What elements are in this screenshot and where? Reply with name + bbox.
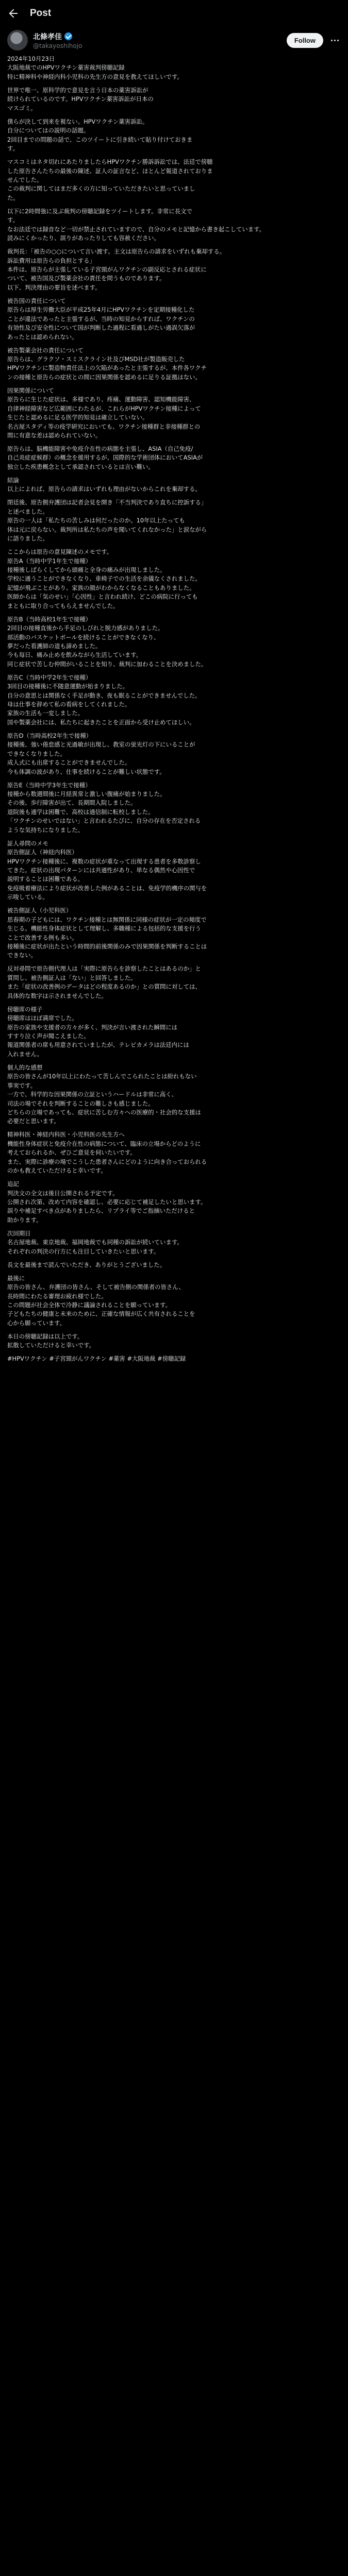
post-text-line: 機能性身体症状と免疫介在性の病態について、臨床の立場からどのように (7, 1140, 201, 1147)
post-text-line: 原告の皆さん、弁護団の皆さん、そして被告側の関係者の皆さん、 (7, 1283, 185, 1291)
paragraph-gap (7, 243, 341, 247)
post-text-line: 本件は、原告らが主張している子宮頸がんワクチンの副反応とされる症状に (7, 265, 207, 273)
paragraph-gap (7, 113, 341, 117)
paragraph-gap (7, 1364, 341, 1368)
post-text-line: ついて、被告国及び製薬会社の責任を問うものであります。 (7, 275, 165, 282)
paragraph-gap (7, 835, 341, 839)
post-text-line: 助かります。 (7, 1216, 42, 1224)
post-text-line: 個人的な感想 (7, 1063, 43, 1071)
post-text-line: 長文を最後まで読んでいただき、ありがとうございました。 (7, 1261, 166, 1268)
post-text-line: 事実です。 (7, 1081, 37, 1089)
post-text-line: した原告さんたちの最後の陳述、証人の証言など、ほとんど報道されておりま (7, 167, 213, 175)
post-text-line: 特に精神科や神経内科小児科の先生方の意見を教えてほしいです。 (7, 73, 183, 80)
post-text-line: 拡散していただけると幸いです。 (7, 1342, 95, 1349)
page-title: Post (30, 8, 52, 19)
post-text-line: 自律神経障害など広範囲にわたるが、これらがHPVワクチン接種によって (7, 404, 201, 412)
paragraph-gap (7, 1175, 341, 1180)
post-text-line: 質問し、被告側証人は「ない」と回答しました。 (7, 974, 137, 981)
post-text-line: 具体的な数字は示されませんでした。 (7, 992, 107, 999)
post-text-line: できなくなりました。 (7, 750, 66, 757)
post-text-line: #HPVワクチン #子宮頸がんワクチン #薬害 #大阪地裁 #傍聴記録 (7, 1355, 186, 1363)
post-text-line: 原告の一人は「私たちの苦しみは何だったのか。10年以上たっても (7, 517, 185, 524)
post-text-line: その後、歩行障害が出て、長期間入院しました。 (7, 799, 137, 807)
post-text-line: 夢だった看護師の道も諦めました。 (7, 642, 102, 650)
author-handle[interactable]: @takayoshihojo (33, 42, 82, 49)
post-text-line: 原告の皆さんが10年以上にわたって苦しんでこられたことは紛れもない (7, 1073, 197, 1080)
post-text-line: また「症状の改善例のデータはどの程度あるのか」との質問に対しては、 (7, 983, 201, 991)
paragraph-gap (7, 669, 341, 673)
post-text-line: 2回目までの問題の話で、このツイートに引き続いて貼り付けておきま (7, 135, 193, 143)
post-text-line: 2回目の接種直後から手足のしびれと脱力感がありました。 (7, 624, 164, 632)
post-text-line: 長時間にわたる審理お疲れ様でした。 (7, 1292, 107, 1300)
post-text-line: 「ワクチンのせいではない」と言われるたびに、自分の存在を否定される (7, 817, 201, 825)
post-text-line: 閉廷後、原告側弁護団は記者会見を開き「不当判決であり直ちに控訴する」 (7, 499, 207, 506)
post-text-line: せんでした。 (7, 176, 43, 183)
post-text-line: てきた。症状の出現パターンには共通性があり、単なる偶然や心因性で (7, 867, 195, 874)
post-text-line: 名古屋地裁、東京地裁、福岡地裁でも同種の訴訟が続いています。 (7, 1239, 183, 1246)
paragraph-gap (7, 1269, 341, 1274)
post-text-line: 読みにくかったり、誤りがあったりしても容赦ください。 (7, 234, 160, 242)
post-text-line: 今も毎日、痛み止めを飲みながら生活しています。 (7, 651, 142, 659)
post-text-line: 家族の生活も一変しました。 (7, 709, 84, 717)
post-text-line: マスゴミ。 (7, 104, 37, 112)
post-text-line: 司法の場でそれを判断することの難しさも感じました。 (7, 1099, 154, 1107)
post-text-line: 原告E（当時中学3年生で接種） (7, 781, 91, 789)
post-text-line: まともに取り合ってもらえませんでした。 (7, 602, 119, 609)
post-text-line: 自己炎症症候群）の概念を援用するが、国際的な学術団体においてASIAが (7, 454, 203, 462)
post-text-line: ンの接種と原告らの症状との間に因果関係を認めるに足りる証拠はない。 (7, 373, 201, 381)
paragraph-gap (7, 153, 341, 158)
paragraph-gap (7, 543, 341, 548)
paragraph-gap (7, 960, 341, 965)
post-text-line: できない。 (7, 952, 37, 959)
post-text-line: 生じる。機能性身体症状として理解し、多職種による包括的な支援を行う (7, 925, 201, 933)
post-text-line: 被告側証人（小児科医） (7, 907, 72, 914)
post-text (0, 53, 348, 1368)
paragraph-gap (7, 1225, 341, 1229)
post-text-line: 自分についてはの説明の話題。 (7, 127, 90, 134)
post-text-line: 成人式にも出席することができませんでした。 (7, 759, 131, 767)
post-text-line: 体は元に戻らない。裁判所は私たちの声を聞いてくれなかった」と涙ながら (7, 526, 207, 533)
post-text-line: 報道関係者の席も用意されていましたが、テレビカメラは法廷内には (7, 1041, 189, 1049)
post-text-line: 退院後も通学は困難で、高校は通信制に転校しました。 (7, 808, 154, 816)
post-text-line: 判決文の全文は後日公開される予定です。 (7, 1189, 119, 1197)
post-text-line: 続けられているのです。HPVワクチン薬害訴訟が日本の (7, 95, 154, 103)
post-text-line: 以下に2時間強に及ぶ裁判の傍聴記録をツイートします。非常に長文で (7, 207, 192, 215)
back-arrow-icon[interactable] (7, 8, 19, 19)
post-text-line: 原告らは厚生労働大臣が平成25年4月にHPVワクチンを定期接種化した (7, 306, 195, 314)
post-text-line: 精神科医・神経内科医・小児科医の先生方へ (7, 1131, 125, 1139)
post-text-line: 原告らは、グラクソ・スミスクライン社及びMSD社が製造販売した (7, 355, 185, 363)
post-text-line: 心から願っています。 (7, 1319, 65, 1327)
post-text-line: HPVワクチン接種後に、複数の症状が重なって出現する患者を多数診察し (7, 857, 201, 865)
paragraph-gap (7, 494, 341, 499)
paragraph-gap (7, 382, 341, 386)
post-text-line: 以上によれば、原告らの請求はいずれも理由がないからこれを棄却する。 (7, 485, 201, 493)
post-text-line: HPVワクチンに製造物責任法上の欠陥があったと主張するが、本件各ワクチ (7, 364, 207, 372)
post-text-line: 原告C（当時中学2年生で接種） (7, 673, 92, 681)
post-text-line: すすり泣く声が聞こえました。 (7, 1032, 90, 1040)
paragraph-gap (7, 440, 341, 445)
post-text-line: 思春期の子どもには、ワクチン接種とは無関係に同様の症状が一定の頻度で (7, 916, 207, 923)
post-text-line: 考えておられるか、ぜひご意見を伺いたいです。 (7, 1149, 136, 1157)
paragraph-gap (7, 1126, 341, 1131)
post-text-line: 子どもたちの健康と未来のために、正確な情報が広く共有されることを (7, 1310, 195, 1318)
post-text-line: 3回目の接種後に不随意運動が始まりました。 (7, 683, 129, 690)
avatar[interactable] (7, 30, 28, 50)
post-text-line: 以下、判決理由の要旨を述べます。 (7, 283, 101, 291)
paragraph-gap (7, 1328, 341, 1332)
author-row (0, 27, 348, 53)
follow-button[interactable]: Follow (287, 33, 323, 48)
post-text-line: また、実際に診療の場でこうした患者さんにどのように向き合っておられる (7, 1158, 207, 1165)
author-meta (33, 31, 281, 49)
post-text-line: 被告国の責任について (7, 297, 66, 304)
post-text-line: 原告らに生じた症状は、多様であり、疼痛、運動障害、認知機能障害、 (7, 396, 195, 403)
post-text-line: 僕らが決して到来を視ない。HPVワクチン薬害訴訟。 (7, 117, 148, 125)
post-text-line: 学校に通うことができなくなり、車椅子での生活を余儀なくされました。 (7, 575, 201, 583)
post-text-line: 本日の傍聴記録は以上です。 (7, 1332, 84, 1340)
post-text-line: 結論 (7, 476, 19, 484)
more-options-icon[interactable] (328, 34, 341, 46)
post-text-line: ここからは原告の意見陳述のメモです。 (7, 548, 113, 556)
post-text-line: 接種後しばらくしてから頭痛と全身の痛みが出現しました。 (7, 566, 166, 573)
post-text-line: のかも教えていただけると幸いです。 (7, 1167, 107, 1175)
paragraph-gap (7, 1059, 341, 1063)
post-text-line: に語りました。 (7, 535, 48, 543)
post-text-line: 間に有意な差は認められていない。 (7, 431, 102, 439)
post-text-line: と述べました。 (7, 507, 48, 515)
post-text-line: 母は仕事を辞めて私の看病をしてくれました。 (7, 701, 131, 708)
post-text-line: 次回期日 (7, 1229, 31, 1237)
post-text-line: なお法廷では録音など一切が禁止されていますので、自分のメモと記憶から書き起こしています。 (7, 225, 266, 233)
post-text-line: 有効性及び安全性について国が判断した過程に看過しがたい過誤欠落が (7, 324, 195, 332)
post-text-line: 原告の家族や支援者の方々が多く、判決が言い渡された瞬間には (7, 1023, 178, 1031)
post-text-line: す。 (7, 145, 19, 152)
post-text-line: た。 (7, 194, 19, 201)
post-text-line: 示唆している。 (7, 893, 48, 901)
post-text-line: マスコミはネタ切れにあたりましたらHPVワクチン勝訴訴訟では、法廷で傍聴 (7, 158, 213, 166)
paragraph-gap (7, 292, 341, 297)
post-text-line: 必要だと思います。 (7, 1117, 60, 1125)
paragraph-gap (7, 611, 341, 615)
paragraph-gap (7, 81, 341, 86)
post-text-line: 傍聴席の様子 (7, 1005, 43, 1013)
paragraph-gap (7, 202, 341, 207)
post-text-line: 追記 (7, 1180, 19, 1188)
paragraph-gap (7, 471, 341, 476)
verified-badge-icon (64, 32, 72, 40)
post-text-line: 同じ症状で苦しむ仲間がいることを知り、裁判に加わることを決めました。 (7, 660, 207, 668)
post-text-line: 接種後、強い倦怠感と光過敏が出現し、教室の蛍光灯の下にいることが (7, 741, 195, 749)
paragraph-gap (7, 1350, 341, 1355)
post-text-line: 今も体調の波があり、仕事を続けることが難しい状態です。 (7, 768, 165, 775)
paragraph-gap (7, 342, 341, 346)
post-text-line: 入れません。 (7, 1050, 43, 1058)
post-text-line: 被告製薬会社の責任について (7, 346, 84, 354)
paragraph-gap (7, 902, 341, 907)
paragraph-gap (7, 727, 341, 732)
author-display-name[interactable]: 北條孝佳 (33, 32, 62, 41)
post-text-line: 原告らは、脳機能障害や免疫介在性の病態を主張し、ASIA（自己免疫/ (7, 445, 193, 453)
post-text-line: 医師からは「気のせい」「心因性」と言われ続け、どこの病院に行っても (7, 593, 198, 601)
post-text-line: 裁判長：「被告の○○について言い渡す。主文は原告らの請求をいずれも棄却する。 (7, 248, 226, 256)
paragraph-gap (7, 776, 341, 781)
post-text-line: 大阪地裁でのHPVワクチン薬害裁判傍聴記録 (7, 64, 125, 72)
post-text-line: 接種後に症状が出たという時間的前後関係のみで因果関係を判断することは (7, 942, 207, 950)
name-line (33, 31, 281, 42)
post-text-line: 原告D（当時高校2年生で接種） (7, 732, 92, 739)
post-text-line: 訴訟費用は原告らの負担とする」 (7, 257, 95, 264)
post-text-line: 一方で、科学的な因果関係の立証というハードルは非常に高く、 (7, 1091, 177, 1098)
post-text-line: 部活動のバスケットボールを続けることができなくなり、 (7, 633, 160, 641)
top-bar (0, 0, 348, 27)
post-text-line: す。 (7, 216, 19, 224)
post-text-line: ことが違法であったと主張するが、当時の知見からすれば、ワクチンの (7, 315, 195, 323)
post-text-line: それぞれの判決の行方にも注目していきたいと思います。 (7, 1247, 160, 1255)
post-text-line: この問題が社会全体で冷静に議論されることを願っています。 (7, 1301, 172, 1309)
post-text-line: 記憶が飛ぶことがあり、家族の顔がわからなくなることもありました。 (7, 584, 195, 591)
post-text-line: 公開され次第、改めて内容を確認し、必要に応じて補足したいと思います。 (7, 1198, 207, 1206)
post-text-line: 最後に (7, 1274, 25, 1282)
post-text-line: 傍聴席はほぼ満席でした。 (7, 1014, 78, 1022)
post-text-line: 接種から数週間後に月経異常と激しい腹痛が始まりました。 (7, 790, 166, 798)
post-text-line: 免疫吸着療法により症状が改善した例があることは、免疫学的機序の関与を (7, 884, 207, 892)
post-text-line: この裁判に関してはまだ多くの方に知っていただきたいと思っていまし (7, 185, 195, 193)
post-text-line: 生じたと認めるに足る医学的知見は確立していない。 (7, 414, 148, 421)
post-text-line: 2024年10月23日 (7, 55, 55, 62)
post-text-line: 原告A（当時中学1年生で接種） (7, 557, 92, 565)
post-text-line: 自分の意思とは関係なく手足が動き、夜も眠ることができませんでした。 (7, 691, 201, 699)
post-text-line: ことで改善する例も多い。 (7, 934, 78, 941)
post-text-line: 反対尋問で原告側代理人は「実際に原告らを診察したことはあるのか」と (7, 965, 201, 973)
post-text-line: 原告B（当時高校1年生で接種） (7, 615, 92, 623)
post-text-line: 因果関係について (7, 386, 54, 394)
post-text-line: どちらの立場であっても、症状に苦しむ方々への医療的・社会的な支援は (7, 1108, 201, 1116)
paragraph-gap (7, 1256, 341, 1261)
post-text-line: あったとは認められない。 (7, 333, 78, 341)
post-text-line: 独立した疾患概念として承認されているとは言い難い。 (7, 463, 154, 470)
post-text-line: ような気持ちになりました。 (7, 826, 84, 834)
post-text-line: 国や製薬会社には、私たちに起きたことを正面から受け止めてほしい。 (7, 718, 195, 726)
post-text-line: 説明することは困難である。 (7, 875, 84, 883)
post-text-line: 誤りや補足すべき点がありましたら、リプライ等でご指摘いただけると (7, 1207, 195, 1215)
post-text-line: 証人尋問のメモ (7, 839, 48, 847)
post-text-line: 原告側証人（神経内科医） (7, 849, 78, 856)
post-text-line: 世界で唯一、原科学的で意見を言う日本の薬害訴訟が (7, 86, 148, 94)
paragraph-gap (7, 1001, 341, 1005)
post-text-line: 名古屋スタディ等の疫学研究においても、ワクチン接種群と非接種群との (7, 422, 201, 430)
